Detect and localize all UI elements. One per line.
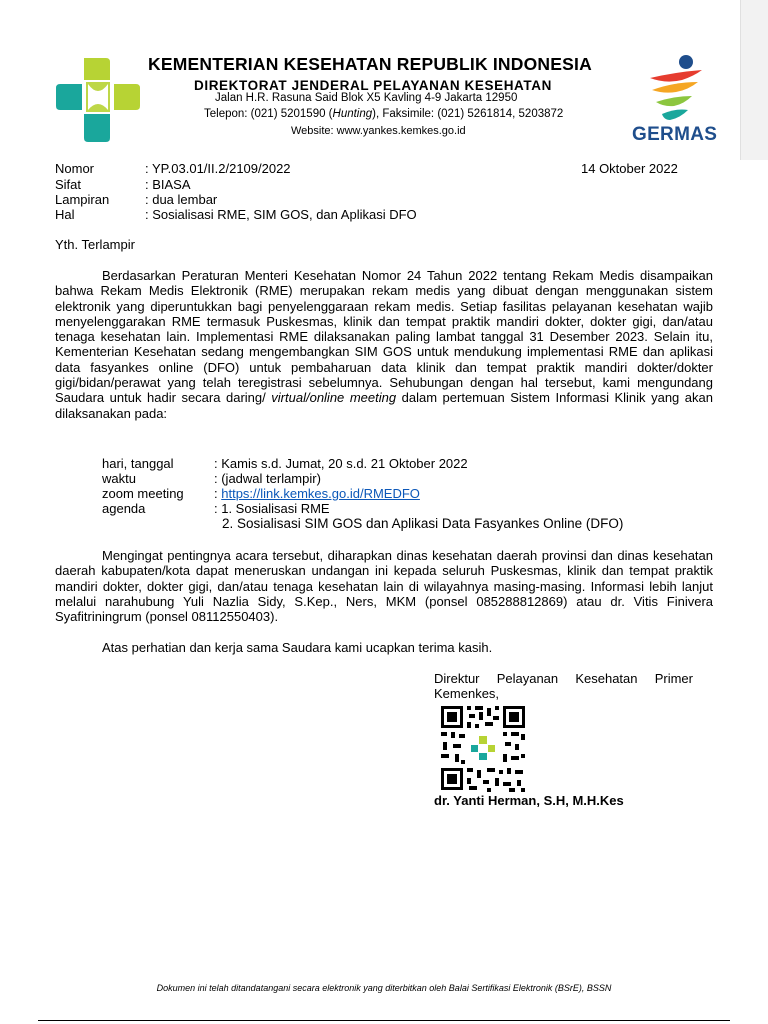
schedule-agenda-label: agenda [102, 501, 146, 516]
nomor-label: Nomor [55, 161, 95, 176]
signature-qr-code [439, 704, 527, 792]
addressee: Yth. Terlampir [55, 237, 135, 252]
sifat-value: : BIASA [145, 177, 191, 192]
germas-label: GERMAS [632, 124, 718, 145]
closing-sentence: Atas perhatian dan kerja sama Saudara kami ucapkan terima kasih. [102, 640, 493, 655]
schedule-zoom-label: zoom meeting [102, 486, 184, 501]
bottom-rule [38, 1020, 730, 1021]
lampiran-label: Lampiran [55, 192, 110, 207]
hal-label: Hal [55, 207, 75, 222]
directorate-name: DIREKTORAT JENDERAL PELAYANAN KESEHATAN [194, 78, 552, 93]
schedule-day-value: : Kamis s.d. Jumat, 20 s.d. 21 Oktober 2022 [214, 456, 468, 471]
schedule-time-value: : (jadwal terlampir) [214, 471, 321, 486]
signatory-title: Direktur Pelayanan Kesehatan Primer [434, 671, 693, 686]
schedule-day-label: hari, tanggal [102, 456, 174, 471]
germas-logo-icon [636, 52, 712, 130]
body-paragraph-2: Mengingat pentingnya acara tersebut, diharapkan dinas kesehatan daerah provinsi dan dinas kesehatan daerah kabupaten/kota dapat meneruskan undangan ini kepada seluruh Puskesmas, klinik dan tempat praktik mandiri dokter, dokter gigi, dan/atau tenaga kesehatan lain di wilayahnya masing-masing. Informasi lebih lanjut melalui narahubung Yuli Nazlia Sidy, S.Kep., Ners, MKM (ponsel 085288812869) atau dr. Vitis Finivera Syafitriningrum (ponsel 08112550403). [55, 548, 713, 625]
hal-value: : Sosialisasi RME, SIM GOS, dan Aplikasi DFO [145, 207, 417, 222]
agenda-item-2: 2. Sosialisasi SIM GOS dan Aplikasi Data Fasyankes Online (DFO) [222, 516, 624, 531]
ministry-name: KEMENTERIAN KESEHATAN REPUBLIK INDONESIA [148, 54, 592, 74]
e-signature-note: Dokumen ini telah ditandatangani secara elektronik yang diterbitkan oleh Balai Sertifikasi Elektronik (BSrE), BSSN [156, 983, 612, 993]
sifat-label: Sifat [55, 177, 82, 192]
schedule-zoom-value: : https://link.kemkes.go.id/RMEDFO [214, 486, 420, 501]
agenda-item-1: : 1. Sosialisasi RME [214, 501, 330, 516]
schedule-time-label: waktu [102, 471, 136, 486]
signatory-institution: Kemenkes, [434, 686, 500, 701]
body-paragraph-1: Berdasarkan Peraturan Menteri Kesehatan Nomor 24 Tahun 2022 tentang Rekam Medis disampaikan bahwa Rekam Medis Elektronik (RME) merupakan rekam medis yang dibuat dengan menggunakan sistem elektronik yang diperuntukkan bagi penyelenggaraan rekam medis. Setiap fasilitas pelayanan kesehatan wajib menyelenggarakan RME termasuk Puskesmas, klinik dan tempat praktik mandiri dokter, dokter gigi, dan/atau tenaga kesehatan lain. Implementasi RME dilaksanakan paling lambat tanggal 31 Desember 2023. Selain itu, Kementerian Kesehatan sedang mengembangkan SIM GOS untuk mendukung implementasi RME dan aplikasi data fasyankes online (DFO) untuk pembaharuan data klinik dan tempat praktik mandiri dokter/dokter gigi/bidan/perawat yang telah teregistrasi sebelumnya. Sehubungan dengan hal tersebut, kami mengundang Saudara untuk hadir secara daring/ virtual/online meeting dalam pertemuan Sistem Informasi Klinik yang akan dilaksanakan pada: [55, 268, 713, 421]
letter-date: 14 Oktober 2022 [581, 161, 678, 176]
ministry-phone: Telepon: (021) 5201590 (Hunting), Faksimile: (021) 5261814, 5203872 [204, 108, 564, 120]
kemenkes-logo [54, 54, 140, 146]
signatory-name: dr. Yanti Herman, S.H, M.H.Kes [434, 793, 624, 808]
nomor-value: : YP.03.01/II.2/2109/2022 [145, 161, 291, 176]
ministry-address: Jalan H.R. Rasuna Said Blok X5 Kavling 4-9 Jakarta 12950 [215, 92, 518, 104]
ministry-website: Website: www.yankes.kemkes.go.id [291, 125, 466, 137]
zoom-link[interactable]: https://link.kemkes.go.id/RMEDFO [221, 486, 420, 501]
lampiran-value: : dua lembar [145, 192, 218, 207]
scan-edge [740, 0, 768, 160]
